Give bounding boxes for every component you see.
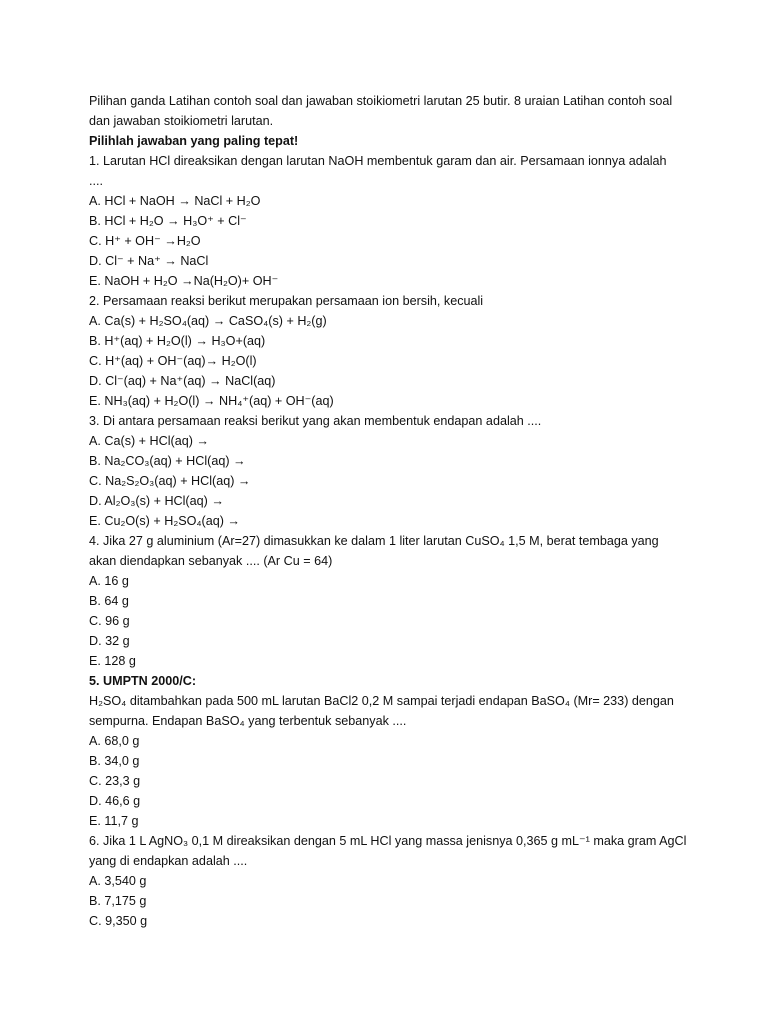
option: B. 7,175 g	[89, 894, 147, 908]
question-heading: 5. UMPTN 2000/C:	[89, 674, 197, 688]
option: B. HCl + H₂O → H₃O⁺ + Cl⁻	[89, 214, 247, 228]
question-stem: 2. Persamaan reaksi berikut merupakan persamaan ion bersih, kecuali	[89, 294, 484, 308]
option: B. 64 g	[89, 594, 129, 608]
question-stem: H₂SO₄ ditambahkan pada 500 mL larutan BaCl2 0,2 M sampai terjadi endapan BaSO₄ (Mr= 233) dengan	[89, 694, 674, 708]
option: A. 68,0 g	[89, 734, 140, 748]
question-4	[89, 531, 689, 671]
option: D. Al₂O₃(s) + HCl(aq) →	[89, 494, 224, 508]
option: A. 16 g	[89, 574, 129, 588]
question-stem: yang di endapkan adalah ....	[89, 854, 248, 868]
question-stem: 6. Jika 1 L AgNO₃ 0,1 M direaksikan dengan 5 mL HCl yang massa jenisnya 0,365 g mL⁻¹ maka gram AgCl	[89, 834, 687, 848]
option: A. 3,540 g	[89, 874, 147, 888]
option: E. 128 g	[89, 654, 136, 668]
question-stem: 1. Larutan HCl direaksikan dengan larutan NaOH membentuk garam dan air. Persamaan ionnya adalah	[89, 154, 667, 168]
question-2	[89, 291, 689, 411]
option: C. 9,350 g	[89, 914, 148, 928]
question-3	[89, 411, 689, 531]
option: A. Ca(s) + HCl(aq) →	[89, 434, 210, 448]
intro-text: Pilihan ganda Latihan contoh soal dan jawaban stoikiometri larutan 25 butir. 8 uraian Latihan contoh soal dan jawaban stoikiometri larutan.	[89, 94, 673, 128]
option: D. 32 g	[89, 634, 130, 648]
question-6	[89, 831, 689, 931]
option: E. Cu₂O(s) + H₂SO₄(aq) →	[89, 514, 241, 528]
question-stem: ....	[89, 174, 103, 188]
question-stem: 4. Jika 27 g aluminium (Ar=27) dimasukkan ke dalam 1 liter larutan CuSO₄ 1,5 M, berat tembaga yang	[89, 534, 659, 548]
option: C. 23,3 g	[89, 774, 141, 788]
instruction: Pilihlah jawaban yang paling tepat!	[89, 134, 299, 148]
question-stem: akan diendapkan sebanyak .... (Ar Cu = 64)	[89, 554, 333, 568]
option: C. H⁺ + OH⁻ →H₂O	[89, 234, 201, 248]
option: C. H⁺(aq) + OH⁻(aq)→ H₂O(l)	[89, 354, 257, 368]
option: B. 34,0 g	[89, 754, 140, 768]
question-stem: sempurna. Endapan BaSO₄ yang terbentuk sebanyak ....	[89, 714, 407, 728]
question-stem: 3. Di antara persamaan reaksi berikut yang akan membentuk endapan adalah ....	[89, 414, 542, 428]
option: D. 46,6 g	[89, 794, 141, 808]
option: B. H⁺(aq) + H₂O(l) → H₃O+(aq)	[89, 334, 266, 348]
question-5	[89, 671, 689, 831]
option: E. NH₃(aq) + H₂O(l) → NH₄⁺(aq) + OH⁻(aq)	[89, 394, 334, 408]
option: D. Cl⁻(aq) + Na⁺(aq) → NaCl(aq)	[89, 374, 276, 388]
option: C. Na₂S₂O₃(aq) + HCl(aq) →	[89, 474, 251, 488]
option: E. 11,7 g	[89, 814, 139, 828]
option: D. Cl⁻ + Na⁺ → NaCl	[89, 254, 209, 268]
document-page	[89, 91, 689, 931]
option: E. NaOH + H₂O →Na(H₂O)+ OH⁻	[89, 274, 279, 288]
question-1	[89, 151, 689, 291]
option: C. 96 g	[89, 614, 130, 628]
option: A. HCl + NaOH → NaCl + H₂O	[89, 194, 261, 208]
option: A. Ca(s) + H₂SO₄(aq) → CaSO₄(s) + H₂(g)	[89, 314, 327, 328]
option: B. Na₂CO₃(aq) + HCl(aq) →	[89, 454, 246, 468]
